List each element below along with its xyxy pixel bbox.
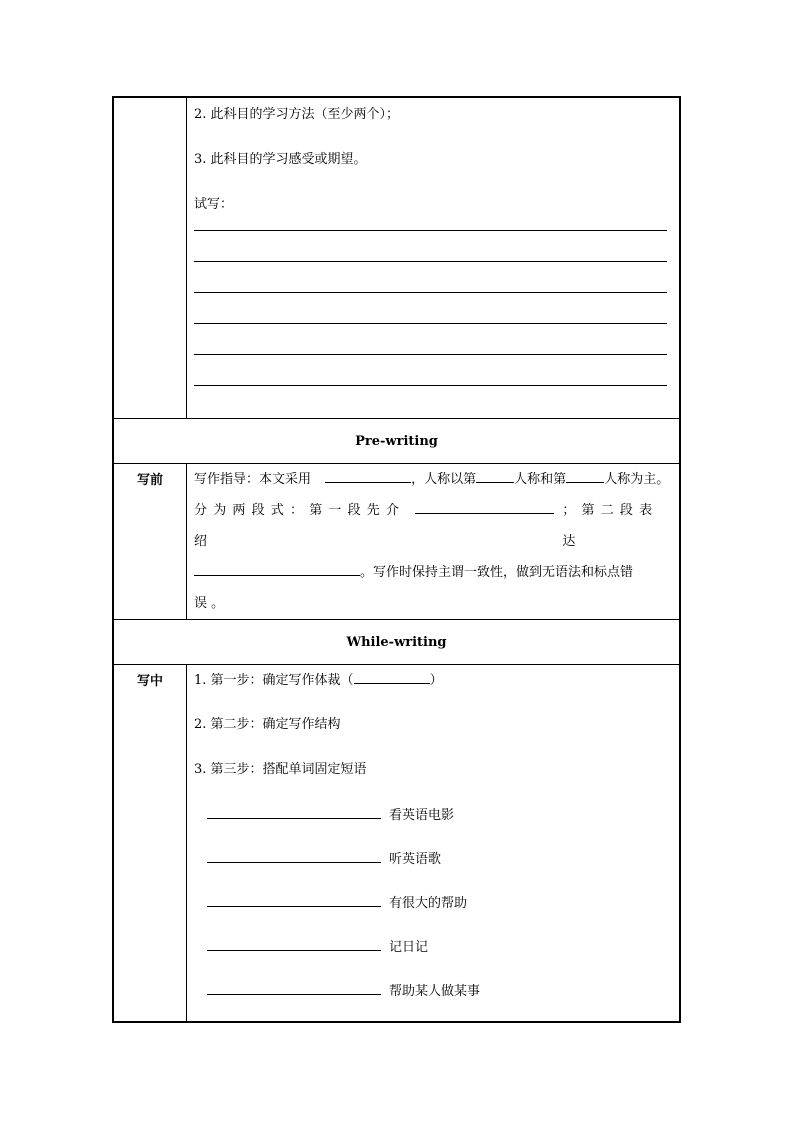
while-writing-header [113,620,680,665]
top-section-content-cell [187,97,681,419]
phrase-answer-blank[interactable] [207,980,381,995]
guide-line-3 [194,557,672,588]
guide-second-paragraph: ；第二段表达 [562,503,659,549]
while-writing-content-cell [187,665,681,1023]
phrase-meaning: 记日记 [389,940,429,955]
phrase-answer-blank[interactable] [207,848,381,863]
writing-line[interactable] [194,230,667,231]
guide-line-1 [194,464,672,495]
pre-writing-content-cell [187,464,681,620]
writing-line[interactable] [194,323,667,324]
step-2 [194,714,672,736]
step-3-text: 第三步：搭配单词固定短语 [210,762,367,777]
pre-writing-label-cell [113,464,187,620]
while-writing-label-cell [113,665,187,1023]
pre-writing-label: 写前 [136,473,163,488]
item-2-text: 此科目的学习方法（至少两个）； [210,107,400,122]
try-writing-label: 试写： [194,197,234,212]
guide-line-2 [194,495,672,557]
pre-writing-title: Pre-writing [355,433,438,449]
writing-line[interactable] [194,292,667,293]
step-1 [194,669,672,691]
item-3-number: 3. [194,152,207,167]
guide-two-paragraphs: 分为两段式：第一段先介绍 [194,503,406,549]
guide-blank-first-paragraph[interactable] [415,499,554,514]
step-1-genre-blank[interactable] [354,669,430,684]
guide-text-and: 人称和第 [514,472,567,487]
top-section-label-cell [113,97,187,419]
worksheet-table [112,96,681,1023]
worksheet-page [112,96,681,1023]
step-1-text: 第一步：确定写作体裁（ [210,673,354,688]
phrase-answer-blank[interactable] [207,936,381,951]
phrase-row [187,892,679,914]
guide-blank-person-2[interactable] [566,468,604,483]
step-3-number: 3. [194,762,207,777]
while-writing-label: 写中 [136,674,163,689]
guide-blank-style[interactable] [325,468,411,483]
step-3 [194,759,672,781]
writing-lines [187,230,679,386]
guide-text-person: ，人称以第 [411,472,477,487]
top-section-row [113,97,680,419]
guide-grammar-note: 。写作时保持主谓一致性，做到无语法和标点错 [360,565,634,580]
pre-writing-row [113,464,680,620]
guide-blank-second-paragraph[interactable] [194,561,360,576]
pre-writing-header-row [113,419,680,464]
phrase-row [187,848,679,870]
phrase-meaning: 看英语电影 [389,808,455,823]
while-writing-row [113,665,680,1023]
step-1-close-paren: ） [429,673,443,688]
item-3 [194,149,672,171]
phrase-answer-blank[interactable] [207,804,381,819]
phrase-meaning: 有很大的帮助 [389,896,468,911]
step-2-text: 第二步：确定写作结构 [210,717,341,732]
guide-prefix: 写作指导：本文采用 [194,472,312,487]
step-1-number: 1. [194,673,207,688]
guide-line-4: 误 。 [194,596,225,611]
guide-blank-person-1[interactable] [476,468,514,483]
pre-writing-header [113,419,680,464]
phrase-meaning: 听英语歌 [389,852,442,867]
guide-text-main: 人称为主。 [604,472,670,487]
writing-line[interactable] [194,385,667,386]
while-writing-header-row [113,620,680,665]
phrase-list [187,781,679,1002]
step-2-number: 2. [194,717,207,732]
item-2-number: 2. [194,107,207,122]
item-3-text: 此科目的学习感受或期望。 [210,152,367,167]
phrase-row [187,936,679,958]
writing-line[interactable] [194,261,667,262]
writing-line[interactable] [194,354,667,355]
phrase-answer-blank[interactable] [207,892,381,907]
phrase-meaning: 帮助某人做某事 [389,984,481,999]
phrase-row [187,980,679,1002]
item-2 [194,104,672,126]
while-writing-title: While-writing [346,634,447,650]
phrase-row [187,804,679,826]
